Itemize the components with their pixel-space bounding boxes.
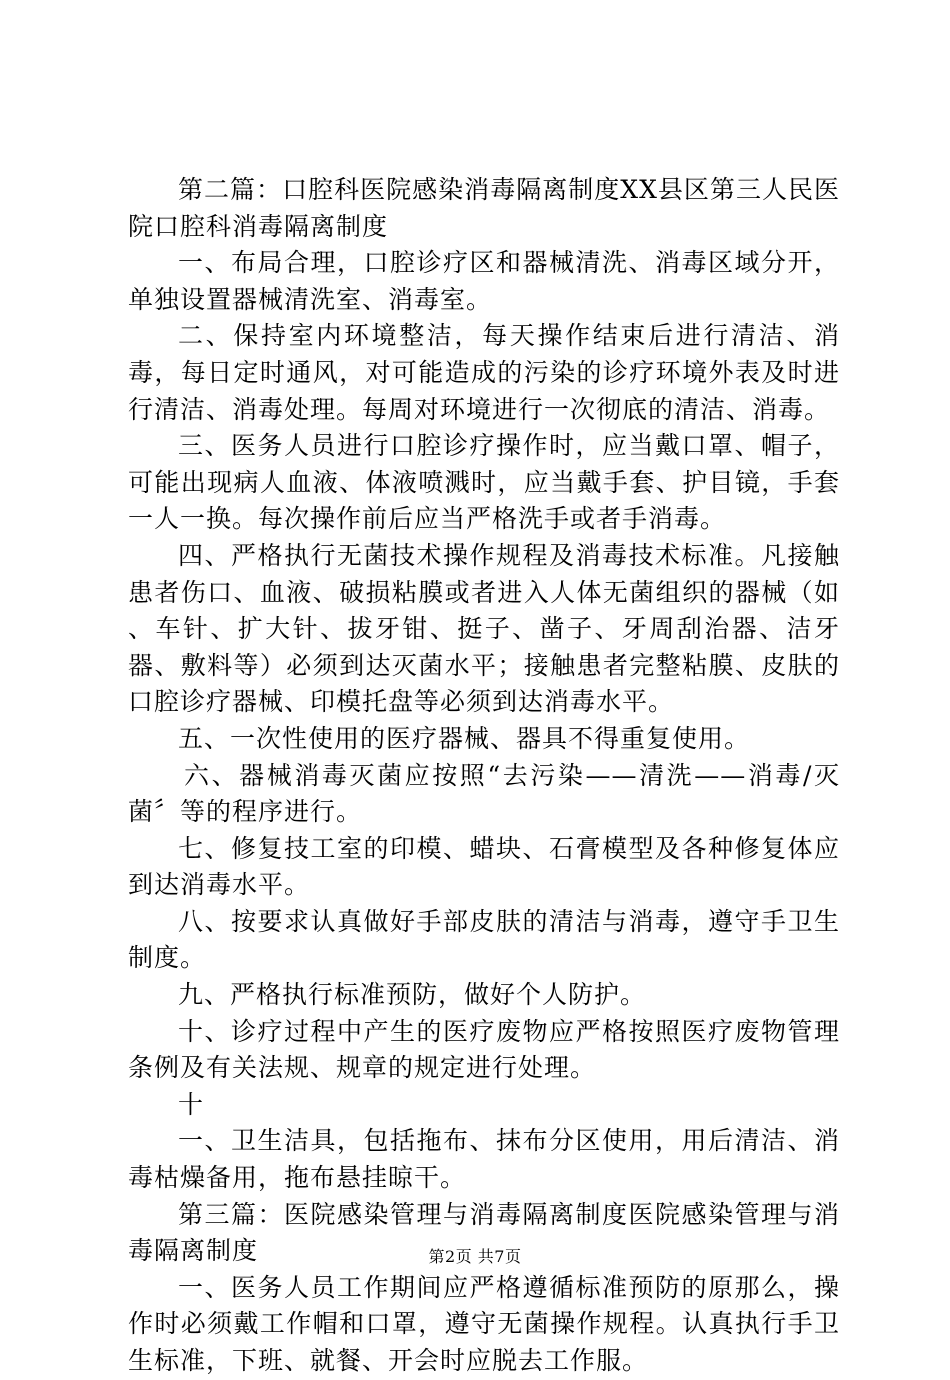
- section-heading-chapter-2: 第二篇：口腔科医院感染消毒隔离制度XX县区第三人民医院口腔科消毒隔离制度: [128, 175, 840, 241]
- page-number-footer: 第2页 共7页: [428, 1247, 522, 1266]
- paragraph-item-7: 七、修复技工室的印模、蜡块、石膏模型及各种修复体应到达消毒水平。: [128, 833, 840, 900]
- paragraph-item-1: 一、布局合理，口腔诊疗区和器械清洗、消毒区域分开，单独设置器械清洗室、消毒室。: [128, 248, 840, 314]
- document-body: [128, 172, 893, 1380]
- paragraph-item-5: 五、一次性使用的医疗器械、器具不得重复使用。: [178, 723, 751, 753]
- paragraph-item-10: 十、诊疗过程中产生的医疗废物应严格按照医疗废物管理条例及有关法规、规章的规定进行处理。: [128, 1016, 840, 1083]
- paragraph-chapter-3-item-1: 一、医务人员工作期间应严格遵循标准预防的原那么，操作时必须戴工作帽和口罩，遵守无菌操作规程。认真执行手卫生标准，下班、就餐、开会时应脱去工作服。: [128, 1272, 840, 1375]
- section-heading-chapter-3: 第三篇：医院感染管理与消毒隔离制度医院感染管理与消毒隔离制度: [128, 1199, 840, 1266]
- paragraph-item-8: 八、按要求认真做好手部皮肤的清洁与消毒，遵守手卫生制度。: [128, 906, 840, 973]
- paragraph-item-9: 九、严格执行标准预防，做好个人防护。: [178, 980, 647, 1010]
- paragraph-item-11: 一、卫生洁具，包括拖布、抹布分区使用，用后清洁、消毒枯燥备用，拖布悬挂晾干。: [128, 1126, 840, 1193]
- paragraph-item-4: 四、严格执行无菌技术操作规程及消毒技术标准。凡接触患者伤口、血液、破损粘膜或者进入人体无菌组织的器械（如 、车针、扩大针、拔牙钳、挺子、凿子、牙周刮治器、洁牙器、敷料等）必须到达灭菌水平；接触患者完整粘膜、皮肤的口腔诊疗器械、印模托盘等必须到达消毒水平。: [128, 540, 893, 717]
- paragraph-item-2: 二、保持室内环境整洁，每天操作结束后进行清洁、消毒，每日定时通风，对可能造成的污染的诊疗环境外表及时进行清洁、消毒处理。每周对环境进行一次彻底的清洁、消毒。: [128, 321, 840, 424]
- paragraph-item-6: 六、器械消毒灭菌应按照“去污染——清洗——消毒/灭菌〞等的程序进行。: [128, 760, 840, 827]
- paragraph-item-3: 三、医务人员进行口腔诊疗操作时，应当戴口罩、帽子，可能出现病人血液、体液喷溅时，应当戴手套、护目镜，手套一人一换。每次操作前后应当严格洗手或者手消毒。: [128, 431, 840, 534]
- paragraph-item-11-number: 十: [178, 1089, 205, 1119]
